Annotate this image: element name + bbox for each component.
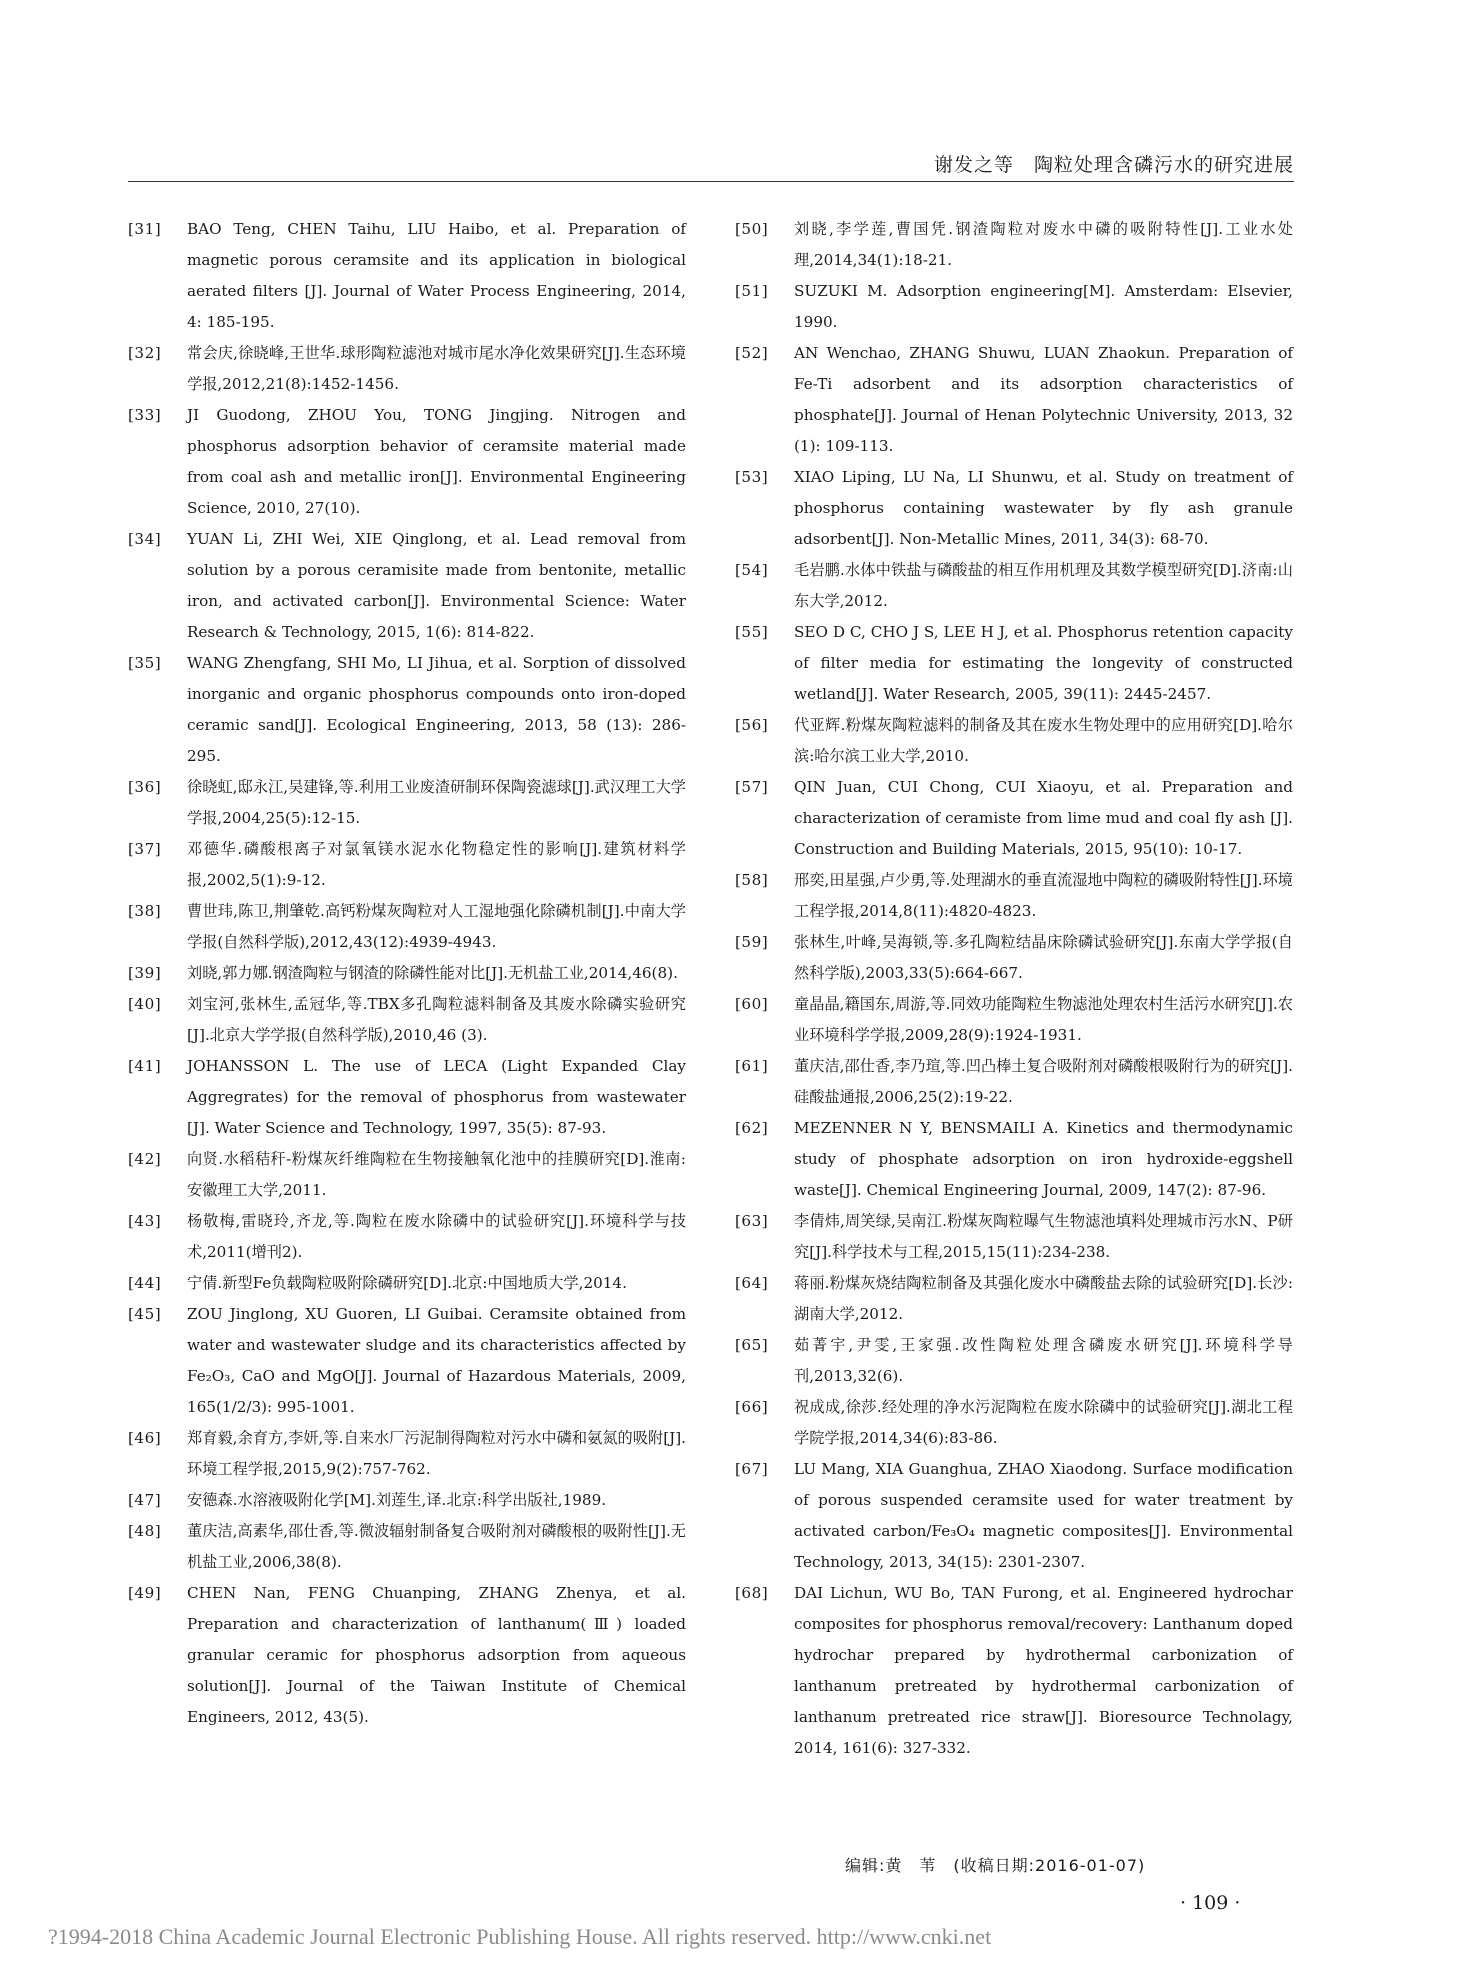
reference-text: WANG Zhengfang, SHI Mo, LI Jihua, et al. Sorption of dissolved inorganic and organic phosphorus compounds onto iron-doped ceramic sand[J]. Ecological Engineering, 2013, 58 (13): 286-295. [187,654,686,765]
reference-item [735,214,1293,276]
reference-number: [64] [735,1274,769,1292]
reference-number: [34] [128,530,162,548]
reference-item [128,648,686,772]
reference-item [735,276,1293,338]
reference-number: [41] [128,1057,162,1075]
header-rule [128,181,1294,182]
reference-number: [55] [735,623,769,641]
reference-item [735,462,1293,555]
reference-number: [44] [128,1274,162,1292]
editor-line: 编辑:黄 苇 (收稿日期:2016-01-07) [845,1856,1146,1875]
reference-item [735,338,1293,462]
reference-number: [36] [128,778,162,796]
reference-item [128,896,686,958]
reference-item [735,989,1293,1051]
reference-number: [38] [128,902,162,920]
reference-number: [57] [735,778,769,796]
reference-text: 蒋丽.粉煤灰烧结陶粒制备及其强化废水中磷酸盐去除的试验研究[D].长沙:湖南大学,2012. [794,1274,1293,1323]
reference-number: [39] [128,964,162,982]
reference-item [735,555,1293,617]
reference-item [128,958,686,989]
reference-number: [32] [128,344,162,362]
reference-text: 宁倩.新型Fe负载陶粒吸附除磷研究[D].北京:中国地质大学,2014. [187,1274,627,1292]
copyright-watermark: ?1994-2018 China Academic Journal Electronic Publishing House. All rights reserved. http://www.cnki.net [48,1924,992,1949]
reference-item [128,524,686,648]
reference-text: DAI Lichun, WU Bo, TAN Furong, et al. Engineered hydrochar composites for phosphorus removal/recovery: Lanthanum doped hydrochar prepared by hydrothermal carbonization of lanthanum pretreated by hydrothermal carbonization of lanthanum pretreated rice straw[J]. Bioresource Technolagy, 2014, 161(6): 327-332. [794,1584,1293,1757]
reference-text: 毛岩鹏.水体中铁盐与磷酸盐的相互作用机理及其数学模型研究[D].济南:山东大学,2012. [794,561,1293,610]
reference-text: 常会庆,徐晓峰,王世华.球形陶粒滤池对城市尾水净化效果研究[J].生态环境学报,2012,21(8):1452-1456. [187,344,686,393]
reference-text: CHEN Nan, FENG Chuanping, ZHANG Zhenya, et al. Preparation and characterization of lanthanum(Ⅲ) loaded granular ceramic for phosphorus adsorption from aqueous solution[J]. Journal of the Taiwan Institute of Chemical Engineers, 2012, 43(5). [187,1584,686,1726]
reference-item [735,710,1293,772]
reference-number: [48] [128,1522,162,1540]
reference-item [735,1206,1293,1268]
reference-text: LU Mang, XIA Guanghua, ZHAO Xiaodong. Surface modification of porous suspended ceramsite used for water treatment by activated carbon/Fe₃O₄ magnetic composites[J]. Environmental Technology, 2013, 34(15): 2301-2307. [794,1460,1293,1571]
reference-text: 郑育毅,余育方,李妍,等.自来水厂污泥制得陶粒对污水中磷和氨氮的吸附[J].环境工程学报,2015,9(2):757-762. [187,1429,686,1478]
reference-number: [46] [128,1429,162,1447]
reference-text: ZOU Jinglong, XU Guoren, LI Guibai. Ceramsite obtained from water and wastewater sludge and its characteristics affected by Fe₂O₃, CaO and MgO[J]. Journal of Hazardous Materials, 2009, 165(1/2/3): 995-1001. [187,1305,686,1416]
reference-text: AN Wenchao, ZHANG Shuwu, LUAN Zhaokun. Preparation of Fe-Ti adsorbent and its adsorption characteristics of phosphate[J]. Journal of Henan Polytechnic University, 2013, 32 (1): 109-113. [794,344,1293,455]
reference-number: [33] [128,406,162,424]
reference-item [735,927,1293,989]
reference-number: [42] [128,1150,162,1168]
reference-number: [68] [735,1584,769,1602]
reference-item [128,834,686,896]
reference-text: 邢奕,田星强,卢少勇,等.处理湖水的垂直流湿地中陶粒的磷吸附特性[J].环境工程学报,2014,8(11):4820-4823. [794,871,1293,920]
reference-text: BAO Teng, CHEN Taihu, LIU Haibo, et al. Preparation of magnetic porous ceramsite and its application in biological aerated filters [J]. Journal of Water Process Engineering, 2014, 4: 185-195. [187,220,686,331]
reference-item [735,772,1293,865]
reference-text: 安德森.水溶液吸附化学[M].刘莲生,译.北京:科学出版社,1989. [187,1491,607,1509]
reference-number: [43] [128,1212,162,1230]
reference-item [128,338,686,400]
reference-text: JOHANSSON L. The use of LECA (Light Expanded Clay Aggregrates) for the removal of phosphorus from wastewater [J]. Water Science and Technology, 1997, 35(5): 87-93. [187,1057,686,1137]
reference-number: [56] [735,716,769,734]
reference-text: 张林生,叶峰,吴海锁,等.多孔陶粒结晶床除磷试验研究[J].东南大学学报(自然科学版),2003,33(5):664-667. [794,933,1293,982]
references-left-column [128,214,686,1733]
reference-number: [63] [735,1212,769,1230]
reference-text: 童晶晶,籍国东,周游,等.同效功能陶粒生物滤池处理农村生活污水研究[J].农业环境科学学报,2009,28(9):1924-1931. [794,995,1293,1044]
reference-item [128,400,686,524]
reference-number: [54] [735,561,769,579]
reference-item [735,1454,1293,1578]
reference-text: SEO D C, CHO J S, LEE H J, et al. Phosphorus retention capacity of filter media for estimating the longevity of constructed wetland[J]. Water Research, 2005, 39(11): 2445-2457. [794,623,1293,703]
reference-text: 向贤.水稻秸秆-粉煤灰纤维陶粒在生物接触氧化池中的挂膜研究[D].淮南:安徽理工大学,2011. [187,1150,686,1199]
reference-text: QIN Juan, CUI Chong, CUI Xiaoyu, et al. Preparation and characterization of ceramiste from lime mud and coal fly ash [J]. Construction and Building Materials, 2015, 95(10): 10-17. [794,778,1293,858]
reference-text: 刘晓,郭力娜.钢渣陶粒与钢渣的除磷性能对比[J].无机盐工业,2014,46(8). [187,964,678,982]
reference-item [128,1516,686,1578]
reference-number: [49] [128,1584,162,1602]
reference-item [735,1113,1293,1206]
running-header: 谢发之等 陶粒处理含磷污水的研究进展 [933,154,1294,176]
reference-item [128,1144,686,1206]
reference-text: 董庆洁,邵仕香,李乃瑄,等.凹凸棒土复合吸附剂对磷酸根吸附行为的研究[J].硅酸盐通报,2006,25(2):19-22. [794,1057,1293,1106]
reference-number: [37] [128,840,162,858]
reference-number: [45] [128,1305,162,1323]
reference-number: [52] [735,344,769,362]
reference-item [128,1268,686,1299]
reference-text: 刘晓,李学莲,曹国凭.钢渣陶粒对废水中磷的吸附特性[J].工业水处理,2014,34(1):18-21. [794,220,1293,269]
reference-text: 李倩炜,周笑绿,吴南江.粉煤灰陶粒曝气生物滤池填料处理城市污水N、P研究[J].科学技术与工程,2015,15(11):234-238. [794,1212,1293,1261]
reference-item [735,617,1293,710]
reference-item [735,1392,1293,1454]
reference-item [735,1051,1293,1113]
reference-item [128,1485,686,1516]
reference-item [735,865,1293,927]
reference-text: 茹菁宇,尹雯,王家强.改性陶粒处理含磷废水研究[J].环境科学导刊,2013,32(6). [794,1336,1293,1385]
reference-number: [50] [735,220,769,238]
reference-number: [40] [128,995,162,1013]
reference-item [128,1051,686,1144]
reference-item [128,1299,686,1423]
reference-text: 徐晓虹,邸永江,吴建锋,等.利用工业废渣研制环保陶瓷滤球[J].武汉理工大学学报,2004,25(5):12-15. [187,778,686,827]
reference-text: 祝成成,徐莎.经处理的净水污泥陶粒在废水除磷中的试验研究[J].湖北工程学院学报,2014,34(6):83-86. [794,1398,1293,1447]
references-right-column [735,214,1293,1764]
reference-text: SUZUKI M. Adsorption engineering[M]. Amsterdam: Elsevier, 1990. [794,282,1293,331]
reference-item [128,1578,686,1733]
reference-text: 邓德华.磷酸根离子对氯氧镁水泥水化物稳定性的影响[J].建筑材料学报,2002,5(1):9-12. [187,840,686,889]
reference-text: YUAN Li, ZHI Wei, XIE Qinglong, et al. Lead removal from solution by a porous ceramisite made from bentonite, metallic iron, and activated carbon[J]. Environmental Science: Water Research & Technology, 2015, 1(6): 814-822. [187,530,686,641]
reference-number: [65] [735,1336,769,1354]
reference-item [128,1423,686,1485]
reference-text: MEZENNER N Y, BENSMAILI A. Kinetics and thermodynamic study of phosphate adsorption on iron hydroxide-eggshell waste[J]. Chemical Engineering Journal, 2009, 147(2): 87-96. [794,1119,1293,1199]
reference-item [128,772,686,834]
reference-item [735,1330,1293,1392]
reference-number: [51] [735,282,769,300]
reference-text: JI Guodong, ZHOU You, TONG Jingjing. Nitrogen and phosphorus adsorption behavior of ceramsite material made from coal ash and metallic iron[J]. Environmental Engineering Science, 2010, 27(10). [187,406,686,517]
reference-number: [67] [735,1460,769,1478]
reference-number: [53] [735,468,769,486]
reference-number: [66] [735,1398,769,1416]
reference-number: [58] [735,871,769,889]
reference-text: 曹世玮,陈卫,荆肇乾.高钙粉煤灰陶粒对人工湿地强化除磷机制[J].中南大学学报(自然科学版),2012,43(12):4939-4943. [187,902,686,951]
page-number: · 109 · [1180,1892,1241,1914]
reference-number: [47] [128,1491,162,1509]
reference-text: XIAO Liping, LU Na, LI Shunwu, et al. Study on treatment of phosphorus containing wastewater by fly ash granule adsorbent[J]. Non-Metallic Mines, 2011, 34(3): 68-70. [794,468,1293,548]
reference-text: 刘宝河,张林生,孟冠华,等.TBX多孔陶粒滤料制备及其废水除磷实验研究[J].北京大学学报(自然科学版),2010,46 (3). [187,995,686,1044]
reference-item [128,1206,686,1268]
reference-item [735,1578,1293,1764]
reference-text: 董庆洁,高素华,邵仕香,等.微波辐射制备复合吸附剂对磷酸根的吸附性[J].无机盐工业,2006,38(8). [187,1522,686,1571]
reference-number: [60] [735,995,769,1013]
reference-item [128,214,686,338]
reference-number: [62] [735,1119,769,1137]
reference-number: [35] [128,654,162,672]
reference-item [735,1268,1293,1330]
reference-item [128,989,686,1051]
reference-text: 杨敬梅,雷晓玲,齐龙,等.陶粒在废水除磷中的试验研究[J].环境科学与技术,2011(增刊2). [187,1212,686,1261]
reference-text: 代亚辉.粉煤灰陶粒滤料的制备及其在废水生物处理中的应用研究[D].哈尔滨:哈尔滨工业大学,2010. [794,716,1293,765]
reference-number: [61] [735,1057,769,1075]
reference-number: [59] [735,933,769,951]
reference-number: [31] [128,220,162,238]
